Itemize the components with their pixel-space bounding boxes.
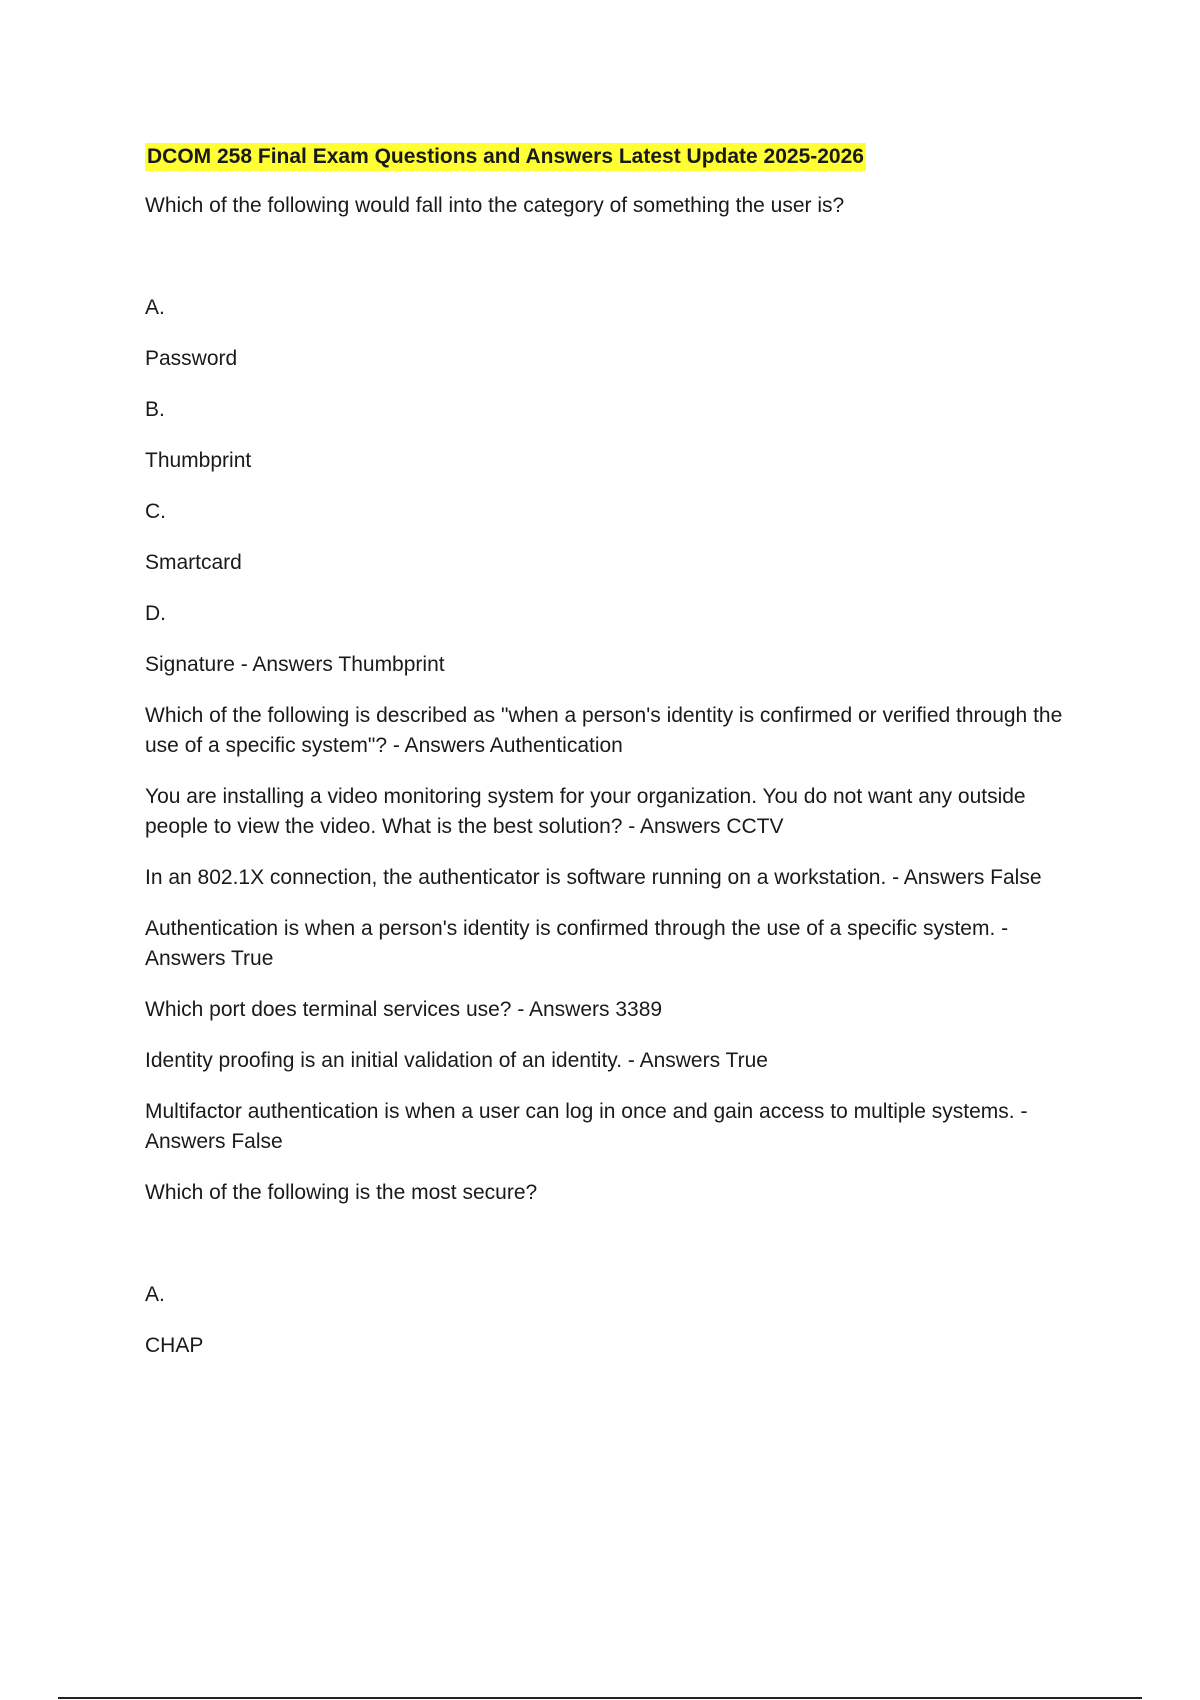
question-3: You are installing a video monitoring system for your organization. You do not want any outside people to view the video. What is the best solution? - Answers CCTV	[145, 785, 1026, 838]
option-letter: B.	[145, 398, 165, 421]
document-title: DCOM 258 Final Exam Questions and Answers Latest Update 2025-2026	[145, 143, 866, 171]
question-5: Authentication is when a person's identity is confirmed through the use of a specific system. - Answers True	[145, 917, 1009, 970]
option-letter: C.	[145, 500, 166, 523]
option-letter: D.	[145, 602, 166, 625]
option-text: Thumbprint	[145, 449, 252, 472]
question-4: In an 802.1X connection, the authenticator is software running on a workstation. - Answers False	[145, 866, 1042, 889]
option-text: Smartcard	[145, 551, 242, 574]
question-8: Multifactor authentication is when a user can log in once and gain access to multiple systems. - Answers False	[145, 1100, 1028, 1153]
question-2: Which of the following is described as "when a person's identity is confirmed or verified through the use of a specific system"? - Answers Authentication	[145, 704, 1063, 757]
option-text: CHAP	[145, 1334, 204, 1357]
question-1: Which of the following would fall into the category of something the user is?	[145, 194, 845, 217]
question-7: Identity proofing is an initial validation of an identity. - Answers True	[145, 1049, 768, 1072]
option-text-with-answer: Signature - Answers Thumbprint	[145, 653, 445, 676]
document-body	[145, 143, 1090, 1382]
spacer	[145, 1229, 1090, 1280]
spacer	[145, 242, 1090, 293]
option-letter: A.	[145, 296, 165, 319]
option-letter: A.	[145, 1283, 165, 1306]
question-6: Which port does terminal services use? - Answers 3389	[145, 998, 663, 1021]
option-text: Password	[145, 347, 238, 370]
footer-divider	[58, 1697, 1142, 1699]
question-9: Which of the following is the most secure?	[145, 1181, 538, 1204]
